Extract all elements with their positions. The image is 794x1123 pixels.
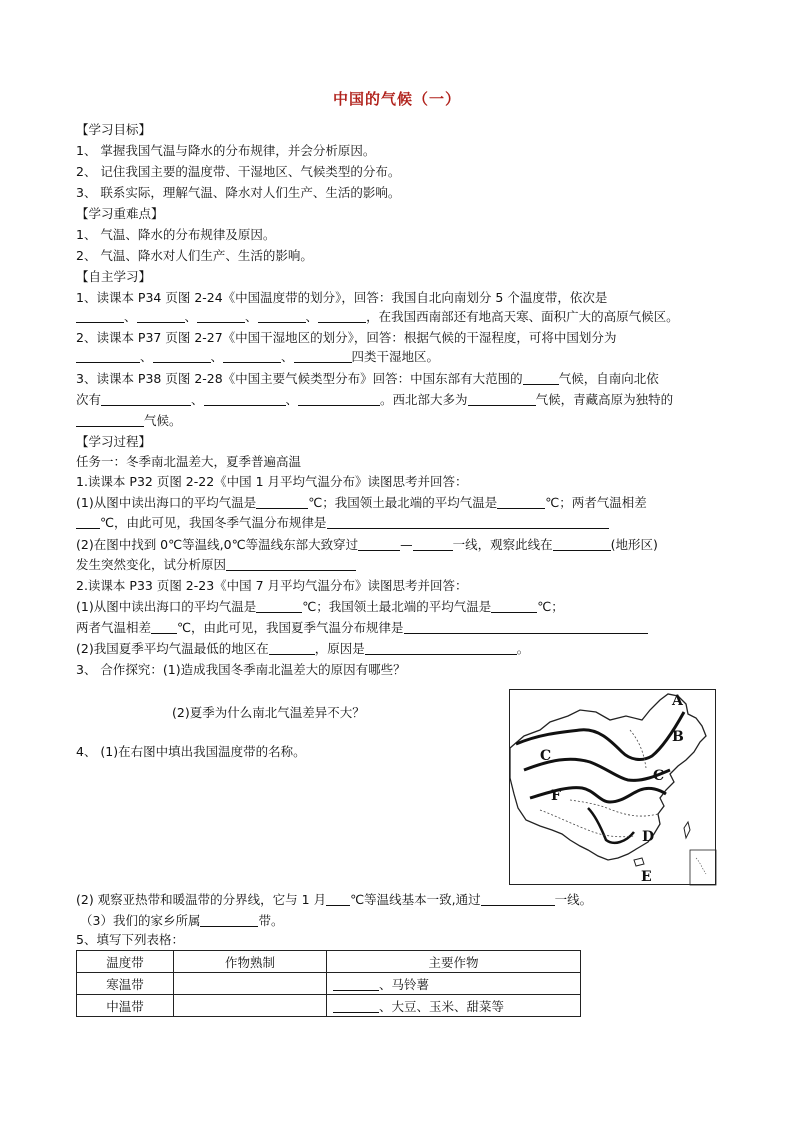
- answer-blank[interactable]: [298, 391, 380, 406]
- answer-blank[interactable]: [258, 308, 306, 323]
- self-q3-line3: 气候。: [76, 411, 182, 431]
- answer-blank[interactable]: [76, 412, 144, 427]
- goal-item: 2、 记住我国主要的温度带、干湿地区、气候类型的分布。: [76, 164, 401, 179]
- answer-blank[interactable]: [256, 598, 302, 613]
- answer-blank[interactable]: [497, 494, 545, 509]
- answer-blank[interactable]: [523, 370, 559, 385]
- self-q2-line1: 2、读课本 P37 页图 2-27《中国干湿地区的划分》，回答：根据气候的干湿程度，可将中国划分为: [76, 330, 617, 345]
- china-temperature-zone-map: [509, 689, 716, 885]
- table-row: [77, 995, 581, 1017]
- answer-blank[interactable]: [226, 556, 356, 571]
- section-header-process: 【学习过程】: [76, 434, 152, 449]
- answer-blank[interactable]: [76, 308, 124, 323]
- self-q1-line1: 1、读课本 P34 页图 2-24《中国温度带的划分》，回答：我国自北向南划分 5 个温度带，依次是: [76, 290, 608, 305]
- answer-blank[interactable]: [326, 891, 350, 906]
- p2-q1-line2: 两者气温相差 ℃，由此可见，我国夏季气温分布规律是: [76, 618, 648, 638]
- table-header-row: [77, 951, 581, 973]
- table-cell-ripening[interactable]: [174, 995, 327, 1017]
- p3-question-2: (2)夏季为什么南北气温差异不大？: [172, 705, 365, 720]
- section-header-self-study: 【自主学习】: [76, 269, 152, 284]
- table-cell-ripening[interactable]: [174, 973, 327, 995]
- crop-table: [76, 950, 581, 1017]
- p1-intro: 1.读课本 P32 页图 2-22《中国 1 月平均气温分布》读图思考并回答：: [76, 474, 468, 489]
- p4-question-3: （3）我们的家乡所属 带。: [80, 913, 284, 928]
- keypoint-item: 2、 气温、降水对人们生产、生活的影响。: [76, 248, 313, 263]
- map-label-f[interactable]: F: [551, 788, 561, 804]
- answer-blank[interactable]: [269, 640, 315, 655]
- p5-instruction: 5、填写下列表格：: [76, 932, 184, 947]
- p1-q1-line2: ℃，由此可见，我国冬季气温分布规律是: [76, 513, 609, 533]
- answer-blank[interactable]: [404, 619, 648, 634]
- p1-q2-line1: (2)在图中找到 0℃等温线,0℃等温线东部大致穿过 — 一线，观察此线在 (地形区): [76, 537, 658, 552]
- p2-q1-line1: (1)从图中读出海口的平均气温是 ℃；我国领土最北端的平均气温是 ℃；: [76, 599, 564, 614]
- task-one-title: 任务一：冬季南北温差大，夏季普遍高温: [76, 454, 302, 469]
- self-q3-line2: 次有 、 、 。西北部大多为 气候，青藏高原为独特的: [76, 392, 674, 407]
- section-header-keypoints: 【学习重难点】: [76, 206, 164, 221]
- p4-question-2: (2) 观察亚热带和暖温带的分界线，它与 1 月 ℃等温线基本一致,通过 一线。: [76, 892, 593, 907]
- page-title: 中国的气候（一）: [332, 90, 461, 108]
- answer-blank[interactable]: [491, 598, 537, 613]
- goal-item: 1、 掌握我国气温与降水的分布规律，并会分析原因。: [76, 143, 376, 158]
- p3-question-1: 3、 合作探究：(1)造成我国冬季南北温差大的原因有哪些？: [76, 662, 406, 677]
- answer-blank[interactable]: [365, 640, 517, 655]
- table-cell-crops: 、马铃薯: [327, 973, 581, 995]
- answer-blank[interactable]: [76, 514, 100, 529]
- self-q3-line1: 3、读课本 P38 页图 2-28《中国主要气候类型分布》回答：中国东部有大范围的 气候，自南向北依: [76, 371, 659, 386]
- self-q1-tail: ，在我国西南部还有地高天寒、面积广大的高原气候区。: [366, 309, 679, 324]
- table-cell-zone: 寒温带: [77, 973, 174, 995]
- map-label-b[interactable]: B: [672, 729, 684, 745]
- answer-blank[interactable]: [327, 514, 609, 529]
- answer-blank[interactable]: [76, 348, 140, 363]
- p4-question-1: 4、 (1)在右图中填出我国温度带的名称。: [76, 744, 306, 759]
- table-header: 温度带: [77, 951, 174, 973]
- answer-blank[interactable]: [333, 976, 379, 991]
- self-q2-tail: 四类干湿地区。: [351, 349, 440, 364]
- answer-blank[interactable]: [101, 391, 191, 406]
- table-header: 主要作物: [327, 951, 581, 973]
- keypoint-item: 1、 气温、降水的分布规律及原因。: [76, 227, 276, 242]
- self-q2-line2: 、 、 、 四类干湿地区。: [76, 347, 439, 367]
- table-cell-zone: 中温带: [77, 995, 174, 1017]
- p1-q2-line2: 发生突然变化，试分析原因: [76, 555, 356, 575]
- p1-q1-line1: (1)从图中读出海口的平均气温是 ℃；我国领土最北端的平均气温是 ℃；两者气温相差: [76, 495, 647, 510]
- answer-blank[interactable]: [153, 348, 211, 363]
- answer-blank[interactable]: [358, 536, 400, 551]
- map-label-d[interactable]: D: [642, 829, 655, 845]
- p2-intro: 2.读课本 P33 页图 2-23《中国 7 月平均气温分布》读图思考并回答：: [76, 578, 468, 593]
- answer-blank[interactable]: [468, 391, 536, 406]
- self-q1-line2: 、 、 、 、 ，在我国西南部还有地高天寒、面积广大的高原气候区。: [76, 307, 679, 327]
- answer-blank[interactable]: [294, 348, 352, 363]
- table-row: [77, 973, 581, 995]
- map-label-e[interactable]: E: [641, 869, 652, 885]
- answer-blank[interactable]: [553, 536, 611, 551]
- answer-blank[interactable]: [413, 536, 453, 551]
- section-header-goals: 【学习目标】: [76, 122, 152, 137]
- answer-blank[interactable]: [137, 308, 185, 323]
- map-label-c[interactable]: C: [653, 768, 665, 784]
- map-label-c[interactable]: C: [540, 748, 552, 764]
- answer-blank[interactable]: [151, 619, 177, 634]
- goal-item: 3、 联系实际，理解气温、降水对人们生产、生活的影响。: [76, 185, 401, 200]
- answer-blank[interactable]: [333, 998, 379, 1013]
- answer-blank[interactable]: [481, 891, 555, 906]
- table-header: 作物熟制: [174, 951, 327, 973]
- china-map-outline: [510, 690, 717, 886]
- map-label-a[interactable]: A: [672, 693, 683, 709]
- answer-blank[interactable]: [204, 391, 286, 406]
- answer-blank[interactable]: [200, 912, 258, 927]
- table-cell-crops: 、大豆、玉米、甜菜等: [327, 995, 581, 1017]
- answer-blank[interactable]: [256, 494, 308, 509]
- p2-q2-line: (2)我国夏季平均气温最低的地区在 ，原因是 。: [76, 641, 530, 656]
- answer-blank[interactable]: [197, 308, 245, 323]
- answer-blank[interactable]: [318, 308, 366, 323]
- answer-blank[interactable]: [223, 348, 281, 363]
